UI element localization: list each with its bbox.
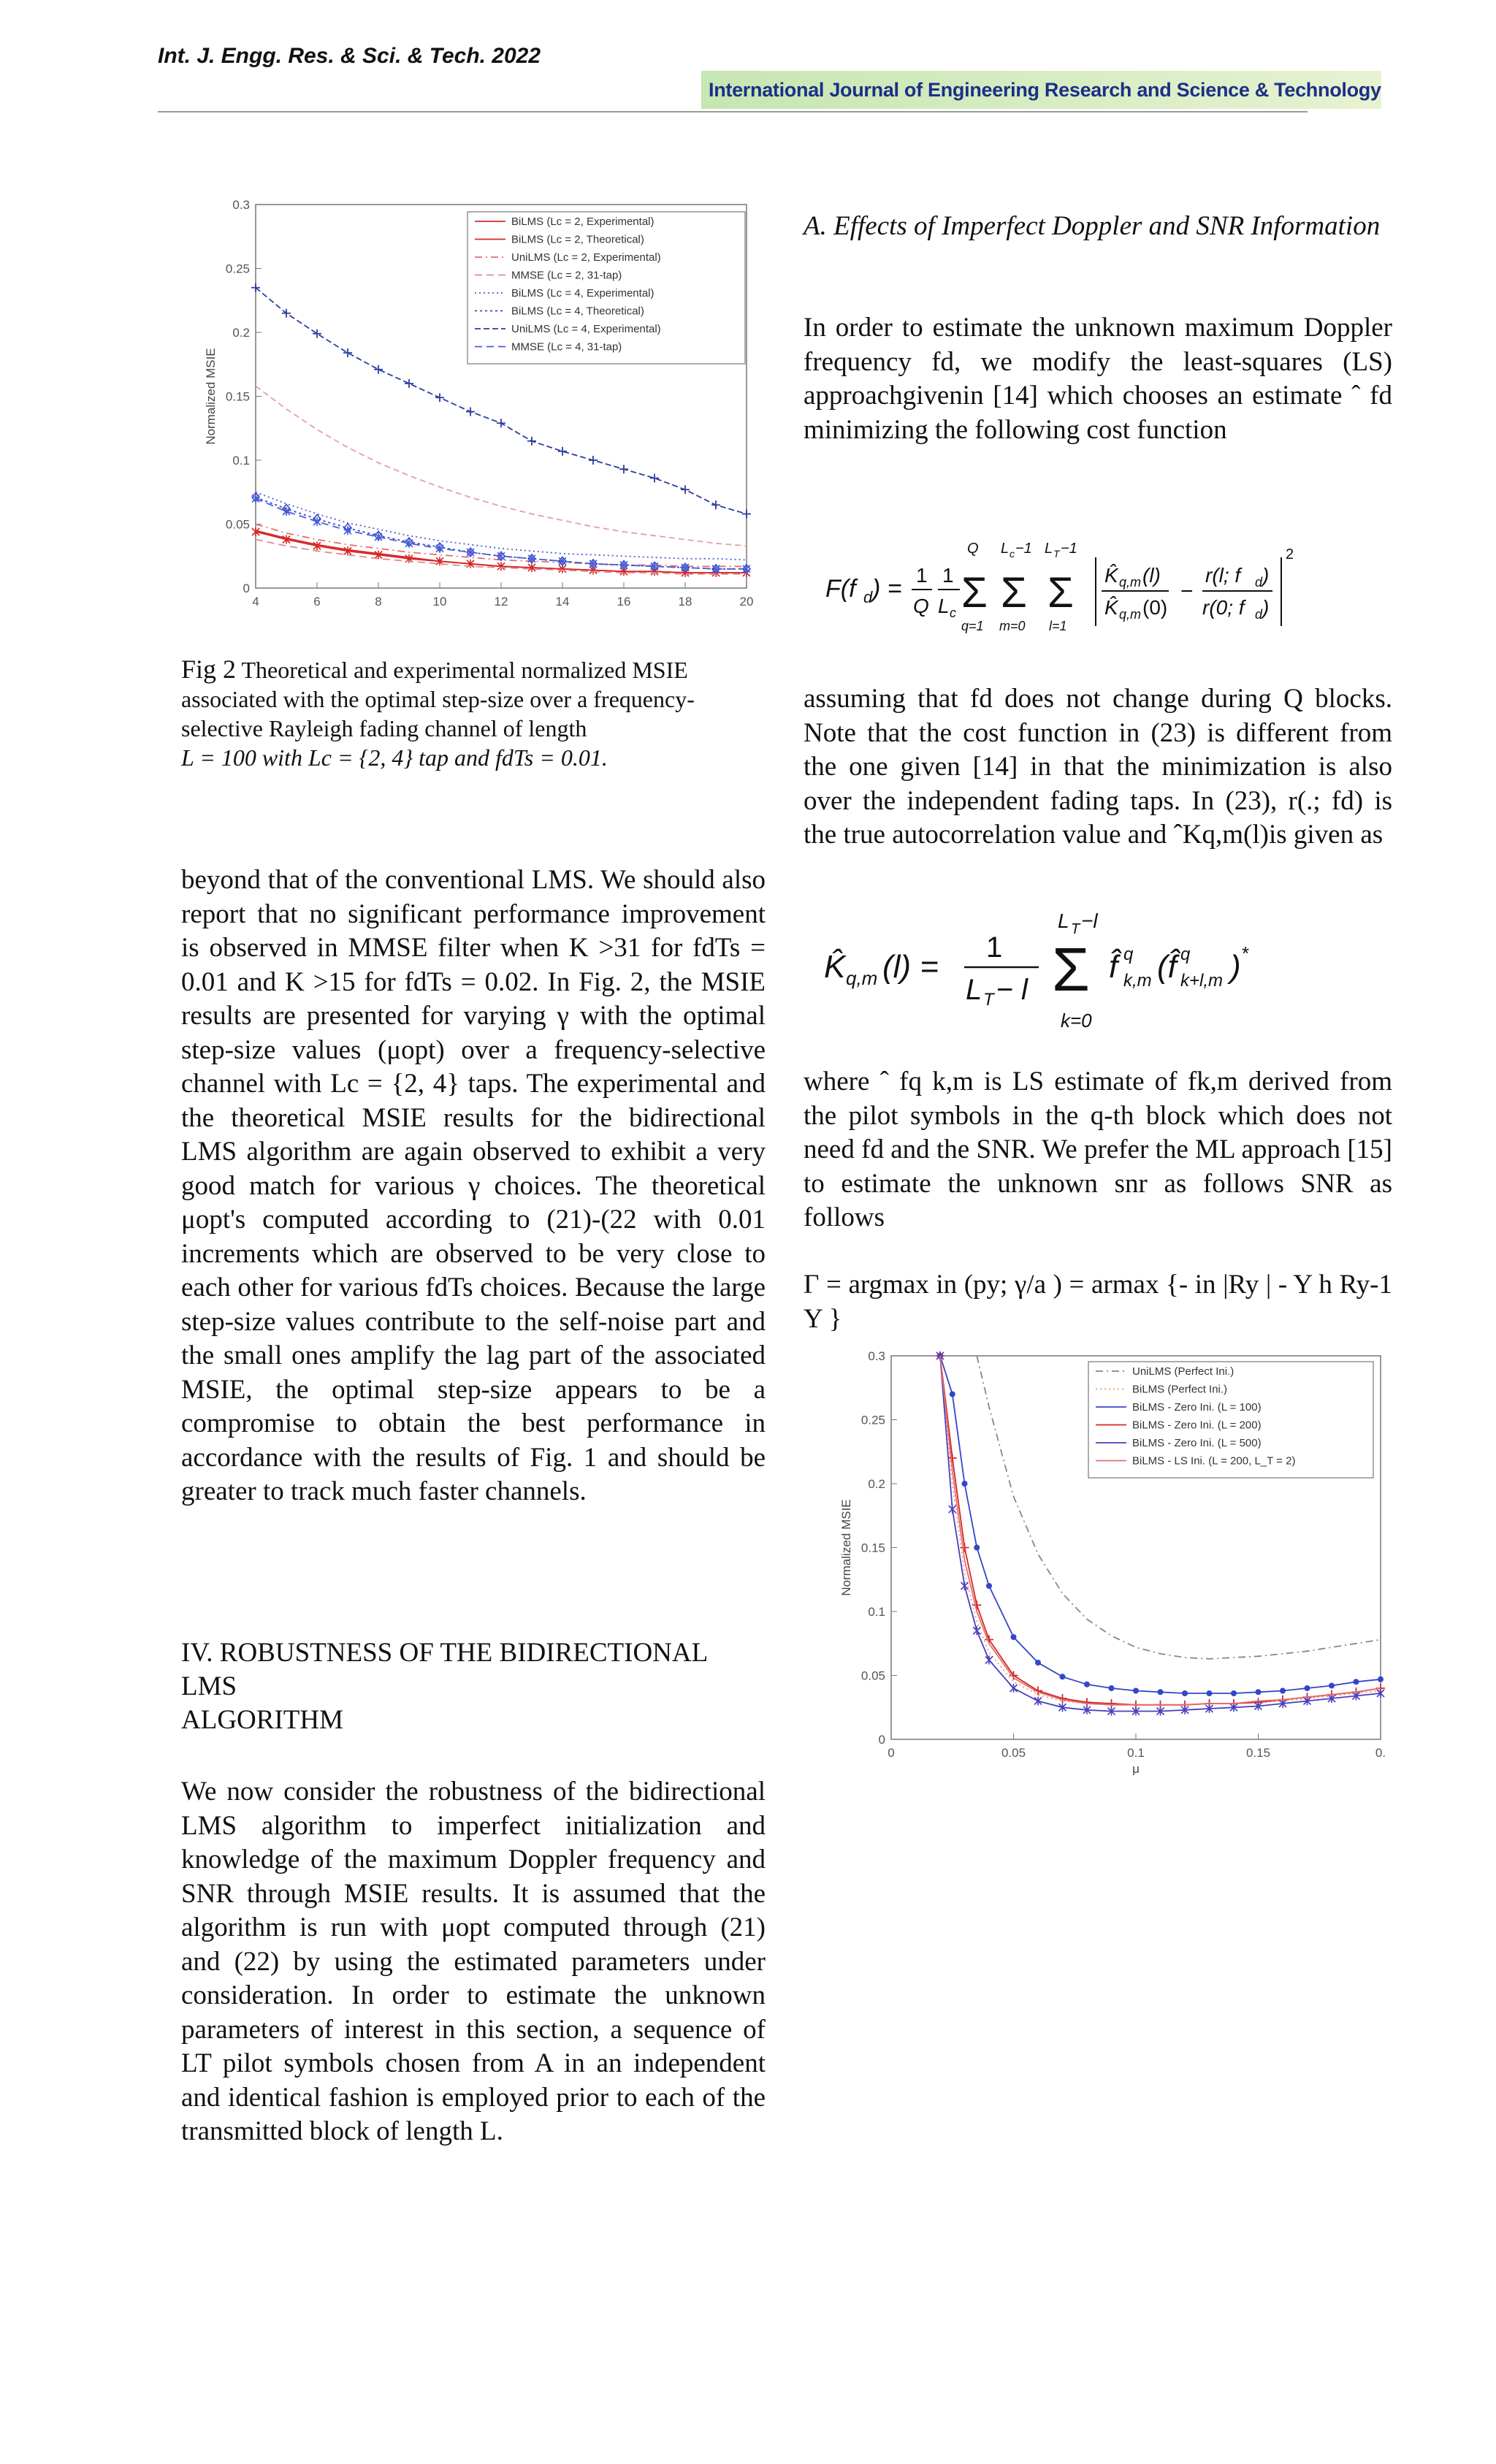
journal-banner	[701, 67, 1381, 112]
svg-text:): )	[1262, 564, 1270, 587]
legend-entry: BiLMS - Zero Ini. (L = 200)	[1132, 1419, 1262, 1432]
legend-entry: BiLMS - Zero Ini. (L = 100)	[1132, 1401, 1262, 1414]
svg-text:l=1: l=1	[1049, 619, 1067, 633]
y-tick-label: 0.15	[225, 389, 250, 404]
y-tick-label: 0.2	[868, 1477, 885, 1491]
x-tick-label: 10	[432, 595, 447, 609]
data-point	[1133, 1688, 1139, 1694]
x-tick-label: 0.05	[1001, 1746, 1026, 1760]
legend-entry: BiLMS (Perfect Ini.)	[1132, 1383, 1228, 1396]
svg-text:K̂: K̂	[1104, 564, 1118, 587]
svg-text:−: −	[1180, 579, 1194, 603]
svg-text:): )	[1262, 596, 1270, 619]
svg-text:k=0: k=0	[1061, 1010, 1092, 1031]
data-point	[962, 1481, 968, 1487]
svg-text:T: T	[1071, 921, 1080, 937]
y-tick-label: 0.1	[232, 454, 250, 468]
svg-text:q: q	[1123, 945, 1134, 964]
svg-text:l: l	[1021, 974, 1028, 1006]
section-4-title-line2: ALGORITHM	[181, 1705, 343, 1735]
data-point	[1207, 1690, 1213, 1696]
y-tick-label: 0	[243, 581, 250, 595]
y-tick-label: 0.05	[225, 517, 250, 532]
svg-text:L: L	[966, 974, 982, 1006]
x-tick-label: 18	[678, 595, 692, 609]
legend-entry: BiLMS (Lc = 2, Experimental)	[511, 215, 654, 228]
y-tick-label: 0.1	[868, 1605, 885, 1619]
svg-text:L: L	[938, 595, 950, 617]
data-point	[950, 1392, 955, 1397]
svg-text:*: *	[1242, 942, 1250, 964]
svg-text:F(f: F(f	[825, 575, 856, 603]
svg-text:1: 1	[916, 564, 928, 587]
svg-text:2: 2	[1286, 546, 1294, 562]
data-point	[1280, 1688, 1286, 1694]
y-tick-label: 0	[878, 1733, 885, 1747]
svg-text:1: 1	[986, 931, 1003, 964]
svg-text:K̂: K̂	[1104, 596, 1118, 619]
subsection-a-heading: A. Effects of Imperfect Doppler and SNR Information	[804, 211, 1381, 241]
data-point	[1256, 1689, 1262, 1695]
svg-text:k+l,m: k+l,m	[1180, 971, 1224, 991]
svg-text:1: 1	[942, 564, 954, 587]
svg-text:d: d	[863, 588, 873, 606]
svg-text:Σ: Σ	[961, 569, 988, 617]
x-tick-label: 4	[252, 595, 259, 609]
svg-text:L: L	[1058, 909, 1069, 932]
svg-text:−l: −l	[1081, 909, 1098, 932]
x-tick-label: 8	[375, 595, 382, 609]
svg-text:m=0: m=0	[999, 619, 1026, 633]
x-tick-label: 14	[555, 595, 570, 609]
svg-text:Σ: Σ	[1001, 569, 1027, 617]
y-tick-label: 0.3	[232, 198, 250, 212]
right-paragraph-1: In order to estimate the unknown maximum Doppler frequency fd, we modify the least-squares (LS) approachgivenin [14] which chooses an estimate ˆ fd minimizing the following cost function	[804, 313, 1392, 445]
x-tick-label: 16	[617, 595, 631, 609]
svg-text:d: d	[1255, 575, 1263, 590]
figure-2-chart	[190, 197, 760, 621]
data-point	[1109, 1685, 1115, 1691]
data-point	[1305, 1685, 1310, 1691]
figure-2-caption-text: Theoretical and experimental normalized MSIE associated with the optimal step-size over a frequency-selective Rayleigh fading channel of length	[181, 657, 695, 741]
legend-entry: BiLMS (Lc = 4, Experimental)	[511, 287, 654, 300]
legend-entry: UniLMS (Lc = 4, Experimental)	[511, 323, 661, 335]
svg-text:T: T	[983, 990, 994, 1010]
svg-text:−1: −1	[1061, 541, 1077, 557]
data-point	[1329, 1683, 1335, 1689]
x-tick-label: 0.1	[1127, 1746, 1145, 1760]
svg-text:r(l; f: r(l; f	[1205, 564, 1241, 587]
svg-text:Q: Q	[913, 595, 929, 617]
svg-text:(l): (l)	[1142, 564, 1161, 587]
svg-text:L: L	[1001, 541, 1010, 557]
svg-text:q,m: q,m	[1119, 607, 1142, 622]
data-point	[1084, 1682, 1090, 1687]
right-paragraph-2: assuming that fd does not change during Q blocks. Note that the cost function in (23) is different from the one given [14] in that the minimization is also over the independent fading taps. In (23), r(.; fd) is the true autocorrelation value and ˆKq,m(l)is given as	[804, 684, 1392, 850]
equation-autocorrelation-estimate	[817, 906, 1401, 1037]
x-tick-label: 0.	[1375, 1746, 1386, 1760]
right-paragraph-4: Γ = argmax in (py; γ/a ) = armax {- in |Ry | - Y h Ry-1 Y }	[804, 1270, 1392, 1334]
journal-banner-title: International Journal of Engineering Research and Science & Technology	[701, 71, 1381, 109]
y-tick-label: 0.05	[860, 1668, 885, 1683]
svg-text:Σ: Σ	[1047, 569, 1074, 617]
x-tick-label: 20	[739, 595, 754, 609]
figure-2-caption-line2: L = 100 with Lc = {2, 4} tap and fdTs = 0.01.	[181, 744, 608, 771]
svg-text:Q: Q	[967, 541, 979, 557]
svg-text:L: L	[1045, 541, 1053, 557]
y-tick-label: 0.25	[860, 1413, 885, 1427]
data-point	[1060, 1674, 1066, 1679]
x-axis-label: μ	[1132, 1762, 1140, 1776]
svg-text:) =: ) =	[872, 575, 902, 603]
legend-entry: BiLMS - LS Ini. (L = 200, L_T = 2)	[1132, 1454, 1296, 1468]
y-axis-label: Normalized MSIE	[839, 1499, 853, 1596]
data-point	[1011, 1634, 1017, 1640]
svg-text:c: c	[950, 606, 956, 620]
svg-text:q=1: q=1	[961, 619, 984, 633]
section-4-title-line1: IV. ROBUSTNESS OF THE BIDIRECTIONAL LMS	[181, 1638, 707, 1701]
data-point	[1231, 1690, 1237, 1696]
svg-text:(f̂: (f̂	[1157, 949, 1177, 985]
svg-text:d: d	[1255, 607, 1263, 622]
figure-3-chart	[825, 1349, 1395, 1780]
x-tick-label: 12	[494, 595, 508, 609]
data-point	[986, 1583, 992, 1589]
legend-entry: UniLMS (Lc = 2, Experimental)	[511, 251, 661, 264]
journal-header-citation: Int. J. Engg. Res. & Sci. & Tech. 2022	[158, 44, 541, 68]
y-tick-label: 0.3	[868, 1349, 885, 1363]
figure-2-caption	[181, 655, 766, 772]
svg-text:T: T	[1053, 548, 1060, 560]
svg-text:k,m: k,m	[1123, 971, 1152, 991]
y-tick-label: 0.25	[225, 262, 250, 276]
data-point	[1378, 1677, 1384, 1682]
right-paragraph-3: where ˆ fq k,m is LS estimate of fk,m derived from the pilot symbols in the q-th block which does not need fd and the SNR. We prefer the ML approach [15] to estimate the unknown snr as follows SNR as follows	[804, 1067, 1392, 1232]
header-rule	[158, 111, 1308, 112]
y-axis-label: Normalized MSIE	[204, 348, 218, 445]
legend-entry: BiLMS (Lc = 4, Theoretical)	[511, 305, 644, 318]
legend-entry: BiLMS - Zero Ini. (L = 500)	[1132, 1437, 1262, 1449]
y-tick-label: 0.15	[860, 1541, 885, 1555]
x-tick-label: 0.15	[1245, 1746, 1271, 1760]
svg-text:(0): (0)	[1142, 596, 1168, 619]
data-point	[1158, 1689, 1164, 1695]
svg-text:): )	[1230, 949, 1241, 985]
data-point	[1035, 1660, 1041, 1666]
legend-entry: MMSE (Lc = 4, 31-tap)	[511, 340, 622, 354]
svg-text:q,m: q,m	[1119, 575, 1142, 590]
x-tick-label: 0	[888, 1746, 895, 1760]
svg-text:Σ: Σ	[1052, 935, 1090, 1004]
legend-entry: UniLMS (Perfect Ini.)	[1132, 1365, 1234, 1378]
svg-text:q: q	[1180, 945, 1191, 964]
svg-text:K̂: K̂	[824, 949, 846, 985]
equation-cost-function	[825, 537, 1410, 639]
x-tick-label: 6	[313, 595, 321, 609]
svg-text:f̂: f̂	[1109, 949, 1118, 985]
y-tick-label: 0.2	[232, 326, 250, 340]
svg-text:(l) =: (l) =	[882, 949, 939, 985]
section-4-heading	[181, 1636, 766, 1737]
figure-2-label: Fig 2	[181, 655, 237, 684]
data-point	[974, 1545, 980, 1551]
svg-text:r(0; f: r(0; f	[1202, 596, 1245, 619]
svg-text:c: c	[1010, 548, 1015, 560]
svg-text:q,m: q,m	[846, 967, 878, 989]
left-paragraph-1: beyond that of the conventional LMS. We should also report that no significant performance improvement is observed in MMSE filter when K >31 for fdTs = 0.01 and K >15 for fdTs = 0.02. In Fig. 2, the MSIE results are presented for varying γ with the optimal step-size values (μopt) over a frequency-selective channel with Lc = {2, 4} taps. The experimental and the theoretical MSIE results for the bidirectional LMS algorithm are again observed to exhibit a very good match for various γ choices. The theoretical μopt's computed according to (21)-(22 with 0.01 increments which are observed to be very close to each other for various fdTs choices. Because the large step-size values contribute to the self-noise part and the small ones amplify the lag part of the associated MSIE, the optimal step-size appears to be a compromise to obtain the best performance in accordance with the results of Fig. 1 and should be greater to track much faster channels.	[181, 865, 766, 1506]
svg-text:−1: −1	[1015, 541, 1032, 557]
legend-entry: BiLMS (Lc = 2, Theoretical)	[511, 233, 644, 246]
data-point	[1182, 1690, 1188, 1696]
left-paragraph-2: We now consider the robustness of the bidirectional LMS algorithm to imperfect initialization and knowledge of the maximum Doppler frequency and SNR through MSIE results. It is assumed that the algorithm is run with μopt computed through (21) and (22) by using the estimated parameters under consideration. In order to estimate the unknown parameters of interest in this section, a sequence of LT pilot symbols chosen from A in an independent and identical fashion is employed prior to each of the transmitted block of length L.	[181, 1777, 766, 2146]
svg-text:−: −	[996, 974, 1014, 1006]
legend-entry: MMSE (Lc = 2, 31-tap)	[511, 269, 622, 282]
data-point	[1354, 1679, 1359, 1685]
